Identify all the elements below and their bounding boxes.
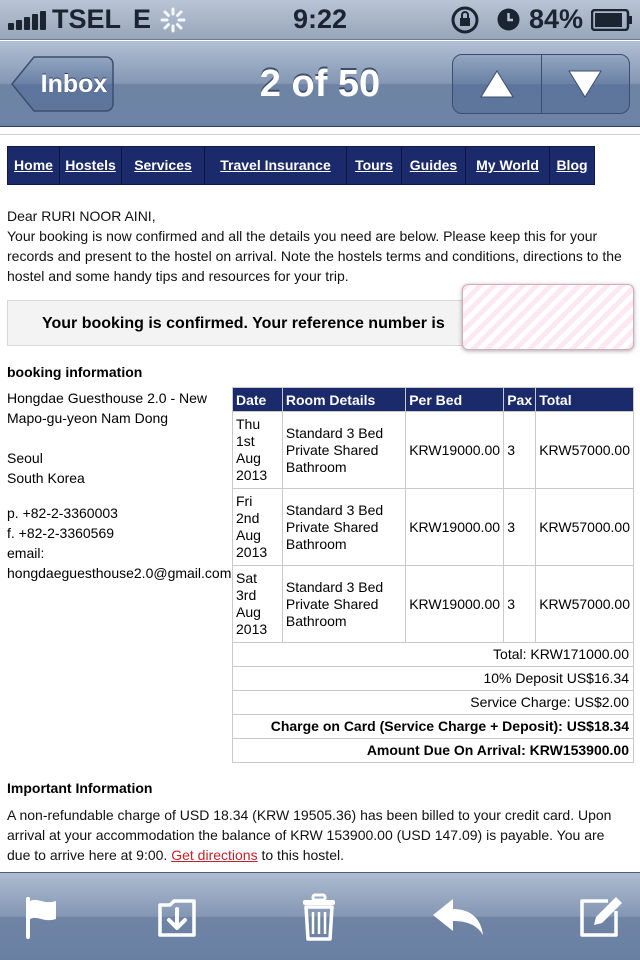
move-to-folder-icon[interactable]	[156, 895, 198, 939]
inbox-back-label: Inbox	[40, 70, 108, 98]
summary-row	[233, 667, 634, 691]
room-cell	[282, 489, 405, 566]
room-line: Standard 3 Bed	[285, 578, 384, 595]
date-day: 3rd	[236, 587, 257, 603]
address-line-2: Mapo-gu-yeon Nam Dong	[7, 410, 169, 426]
menu-link-my-world[interactable]: My World	[466, 147, 550, 184]
room-line: Bathroom	[285, 612, 347, 629]
room-line: Standard 3 Bed	[285, 501, 384, 518]
total-cell: KRW57000.00	[536, 412, 634, 489]
booking-table	[232, 387, 634, 763]
date-year: 2013	[236, 467, 268, 483]
date-weekday: Sat	[236, 570, 258, 586]
menu-link-services[interactable]: Services	[122, 147, 205, 184]
next-message-button[interactable]	[541, 55, 630, 113]
rotation-lock-icon	[450, 5, 480, 35]
deposit-amount: 10% Deposit US$16.34	[233, 667, 634, 691]
per-bed-cell: KRW19000.00	[406, 566, 504, 643]
room-line: Private Shared	[285, 595, 379, 612]
column-header-date: Date	[233, 388, 283, 412]
date-month: Aug	[236, 450, 261, 466]
phone-number[interactable]: p. +82-2-3360003	[7, 505, 118, 521]
site-menu	[7, 146, 595, 185]
previous-message-button[interactable]	[453, 55, 541, 113]
navigation-bar	[0, 41, 640, 127]
room-cell	[282, 566, 405, 643]
date-year: 2013	[236, 621, 268, 637]
status-bar	[0, 0, 640, 40]
date-cell	[233, 412, 283, 489]
hostel-address	[7, 388, 237, 583]
compose-icon[interactable]	[578, 895, 624, 939]
date-weekday: Fri	[236, 493, 253, 509]
email-body[interactable]	[0, 128, 640, 872]
amount-due-on-arrival: Amount Due On Arrival: KRW153900.00	[233, 739, 634, 763]
menu-link-hostels[interactable]: Hostels	[60, 147, 122, 184]
fax-number: f. +82-2-3360569	[7, 525, 115, 541]
summary-row	[233, 643, 634, 667]
important-info-heading: Important Information	[7, 780, 153, 796]
per-bed-cell: KRW19000.00	[406, 489, 504, 566]
column-header-room-details: Room Details	[282, 388, 405, 412]
network-type-label: E	[133, 4, 152, 34]
grand-total: Total: KRW171000.00	[233, 643, 634, 667]
summary-row	[233, 715, 634, 739]
pax-cell: 3	[504, 412, 536, 489]
clock-time: 9:22	[292, 4, 348, 34]
alarm-clock-icon	[497, 8, 520, 31]
up-arrow-icon	[479, 69, 515, 99]
date-cell	[233, 566, 283, 643]
trash-icon[interactable]	[301, 893, 337, 941]
pax-cell: 3	[504, 566, 536, 643]
room-line: Private Shared	[285, 441, 379, 458]
date-year: 2013	[236, 544, 268, 560]
column-header-per-bed: Per Bed	[406, 388, 504, 412]
date-cell	[233, 489, 283, 566]
date-day: 2nd	[236, 510, 260, 526]
room-cell	[282, 412, 405, 489]
greeting-text: Dear RURI NOOR AINI,	[7, 208, 156, 224]
pax-cell: 3	[504, 489, 536, 566]
intro-text: Your booking is now confirmed and all the details you need are below. Please keep this for your records and present to the hostel on arrival. Note the hostels terms and conditions, directions to the hostel and some handy tips and resources for your trip.	[7, 228, 622, 284]
date-day: 1st	[236, 433, 255, 449]
booking-info-heading: booking information	[7, 364, 143, 380]
redacted-reference-number	[462, 284, 634, 350]
menu-link-guides[interactable]: Guides	[402, 147, 466, 184]
summary-row	[233, 739, 634, 763]
address-country: South Korea	[7, 470, 85, 486]
confirmation-text: Your booking is confirmed. Your reference number is	[42, 315, 445, 332]
table-row	[233, 412, 634, 489]
get-directions-link[interactable]: Get directions	[171, 847, 258, 863]
total-cell: KRW57000.00	[536, 566, 634, 643]
date-month: Aug	[236, 527, 261, 543]
room-line: Bathroom	[285, 458, 347, 475]
divider	[0, 134, 640, 135]
column-header-pax: Pax	[504, 388, 536, 412]
room-line: Private Shared	[285, 518, 379, 535]
table-row	[233, 566, 634, 643]
address-line-1: Hongdae Guesthouse 2.0 - New	[7, 390, 208, 406]
service-charge: Service Charge: US$2.00	[233, 691, 634, 715]
column-header-total: Total	[536, 388, 634, 412]
important-info-text	[7, 805, 627, 865]
room-line: Bathroom	[285, 535, 347, 552]
bottom-toolbar	[0, 872, 640, 960]
menu-link-blog[interactable]: Blog	[556, 157, 588, 173]
total-cell: KRW57000.00	[536, 489, 634, 566]
room-line: Standard 3 Bed	[285, 424, 384, 441]
reply-icon[interactable]	[431, 897, 485, 937]
per-bed-cell: KRW19000.00	[406, 412, 504, 489]
address-city: Seoul	[7, 450, 43, 466]
inbox-back-button[interactable]	[10, 55, 114, 113]
charge-on-card: Charge on Card (Service Charge + Deposit): US$18.34	[233, 715, 634, 739]
battery-icon	[591, 9, 633, 31]
down-arrow-icon	[567, 69, 603, 99]
table-row	[233, 489, 634, 566]
menu-link-tours[interactable]: Tours	[347, 147, 402, 184]
menu-link-home[interactable]: Home	[8, 147, 60, 184]
message-position-title: 2 of 50	[259, 63, 381, 105]
menu-link-travel-insurance[interactable]: Travel Insurance	[205, 147, 347, 184]
battery-percent: 84%	[529, 4, 584, 34]
date-weekday: Thu	[236, 416, 261, 432]
carrier-label: TSEL	[52, 4, 122, 34]
date-month: Aug	[236, 604, 261, 620]
summary-row	[233, 691, 634, 715]
important-info-body: A non-refundable charge of USD 18.34 (KRW 19505.36) has been billed to your credit card. Upon arrival at your accommodation the balance of KRW 153900.00 (USD 147.09) is payable. You are due to arrive here at 9:00.	[7, 807, 612, 863]
message-navigation-segmented-control	[452, 54, 630, 114]
hostel-email[interactable]: hongdaeguesthouse2.0@gmail.com	[7, 565, 232, 581]
important-info-tail: to this hostel.	[261, 847, 344, 863]
flag-icon[interactable]	[22, 895, 62, 939]
email-label: email:	[7, 545, 45, 561]
